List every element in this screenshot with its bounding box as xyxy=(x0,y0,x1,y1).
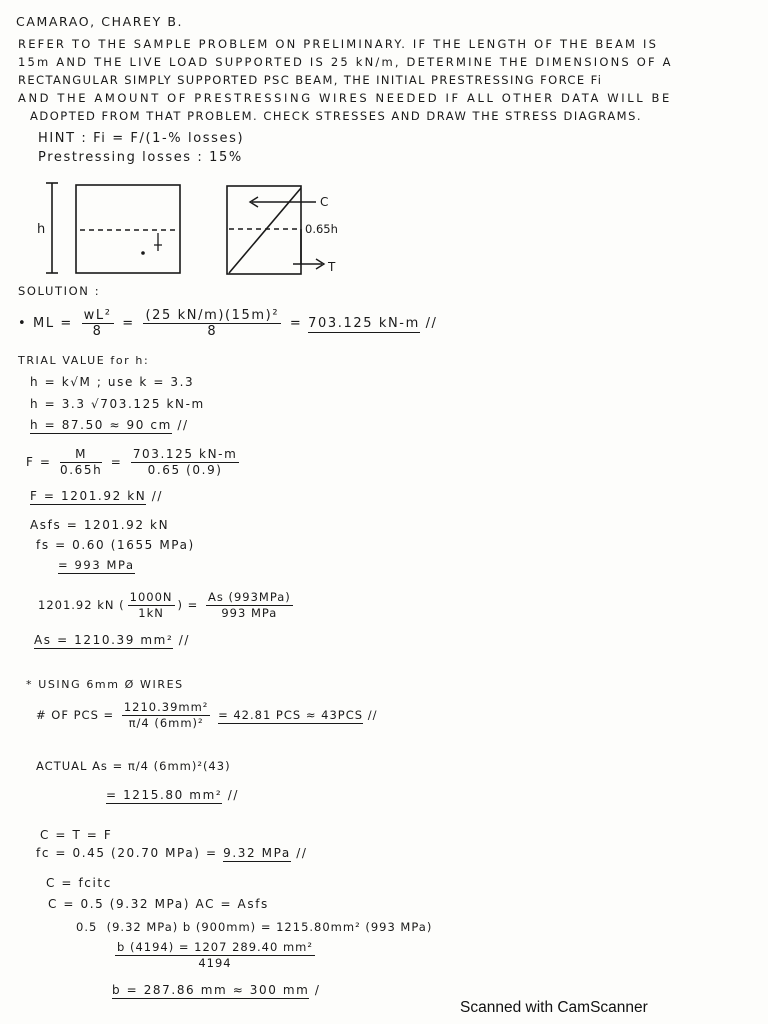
pcs-equation: # OF PCS = $\frac{\text{1210.39mm²}}{\text{π/4 (6mm)²}}$ = 42.81 PCS ≈ 43PCS // xyxy=(36,700,378,730)
t-label: T xyxy=(328,260,336,274)
b-equation-2: $\frac{\text{b (4194) = 1207 289.40 mm²}}{4194}$ xyxy=(117,940,313,970)
problem-line-2: 15m AND THE LIVE LOAD SUPPORTED IS 25 kN/m, DETERMINE THE DIMENSIONS OF A xyxy=(18,55,673,69)
tension-arrow xyxy=(293,259,324,269)
h-eq-3: h = 87.50 ≈ 90 cm // xyxy=(30,418,189,432)
h-eq-2: h = 3.3 √703.125 kN-m xyxy=(30,397,205,411)
h-dimension-line xyxy=(46,183,58,273)
tendon-mark xyxy=(154,233,162,251)
ml-result: 703.125 kN-m xyxy=(308,316,420,331)
c-label: C xyxy=(320,195,329,209)
h-eq-1: h = k√M ; use k = 3.3 xyxy=(30,375,195,389)
problem-line-4: AND THE AMOUNT OF PRESTRESSING WIRES NEEDED IF ALL OTHER DATA WILL BE xyxy=(18,91,672,105)
h-label: h xyxy=(37,222,46,237)
trial-heading: TRIAL VALUE for h: xyxy=(18,354,150,367)
ml-equation: • ML = $\frac{\text{wL²}}{8}$ = $\frac{\text{(25 kN/m)(15m)²}}{8}$ = 703.125 kN-m // xyxy=(18,308,438,339)
beam-diagram xyxy=(0,0,768,300)
hint-line: HINT : Fi = F/(1-% losses) xyxy=(38,131,245,146)
ctf-line: C = T = F xyxy=(40,828,113,842)
f-result: F = 1201.92 kN // xyxy=(30,489,164,503)
actual-as: ACTUAL As = π/4 (6mm)²(43) xyxy=(36,759,231,773)
compression-arrow xyxy=(250,197,316,207)
camscanner-watermark: Scanned with CamScanner xyxy=(460,999,648,1016)
asfs-line: Asfs = 1201.92 kN xyxy=(30,518,170,532)
c-fcitc: C = fcitc xyxy=(46,876,112,890)
fs-line: fs = 0.60 (1655 MPa) xyxy=(36,538,195,552)
actual-as-result: = 1215.80 mm² // xyxy=(106,788,239,802)
stress-diagram xyxy=(227,186,301,274)
b-result: b = 287.86 mm ≈ 300 mm / xyxy=(112,983,321,997)
losses-line: Prestressing losses : 15% xyxy=(38,150,243,165)
as-result: As = 1210.39 mm² // xyxy=(34,633,191,647)
problem-line-5: ADOPTED FROM THAT PROBLEM. CHECK STRESSES AND DRAW THE STRESS DIAGRAMS. xyxy=(30,109,643,123)
c-equation: C = 0.5 (9.32 MPa) AC = Asfs xyxy=(48,897,269,911)
fc-line: fc = 0.45 (20.70 MPa) = 9.32 MPa // xyxy=(36,846,308,860)
problem-line-1: REFER TO THE SAMPLE PROBLEM ON PRELIMINARY. IF THE LENGTH OF THE BEAM IS xyxy=(18,37,659,51)
f-equation: F = $\frac{M}{0.65h}$ = $\frac{703.125 kN-m}{0.65 (0.9)}$ xyxy=(26,447,238,477)
fs-result: = 993 MPa xyxy=(58,558,135,572)
solution-heading: SOLUTION : xyxy=(18,284,101,298)
author-name: CAMARAO, CHAREY B. xyxy=(16,14,184,29)
arm-label: 0.65h xyxy=(305,222,338,236)
conversion-equation: 1201.92 kN ( $\frac{1000N}{1kN}$ ) = $\frac{\text{As (993MPa)}}{\text{993 MPa}}$ xyxy=(38,590,291,620)
tendon-dot xyxy=(141,251,145,255)
b-equation-1: 0.5 (9.32 MPa) b (900mm) = 1215.80mm² (993 MPa) xyxy=(76,920,433,934)
using-wires: * USING 6mm Ø WIRES xyxy=(26,678,184,691)
problem-line-3: RECTANGULAR SIMPLY SUPPORTED PSC BEAM, THE INITIAL PRESTRESSING FORCE Fi xyxy=(18,73,603,87)
beam-section xyxy=(76,185,180,273)
